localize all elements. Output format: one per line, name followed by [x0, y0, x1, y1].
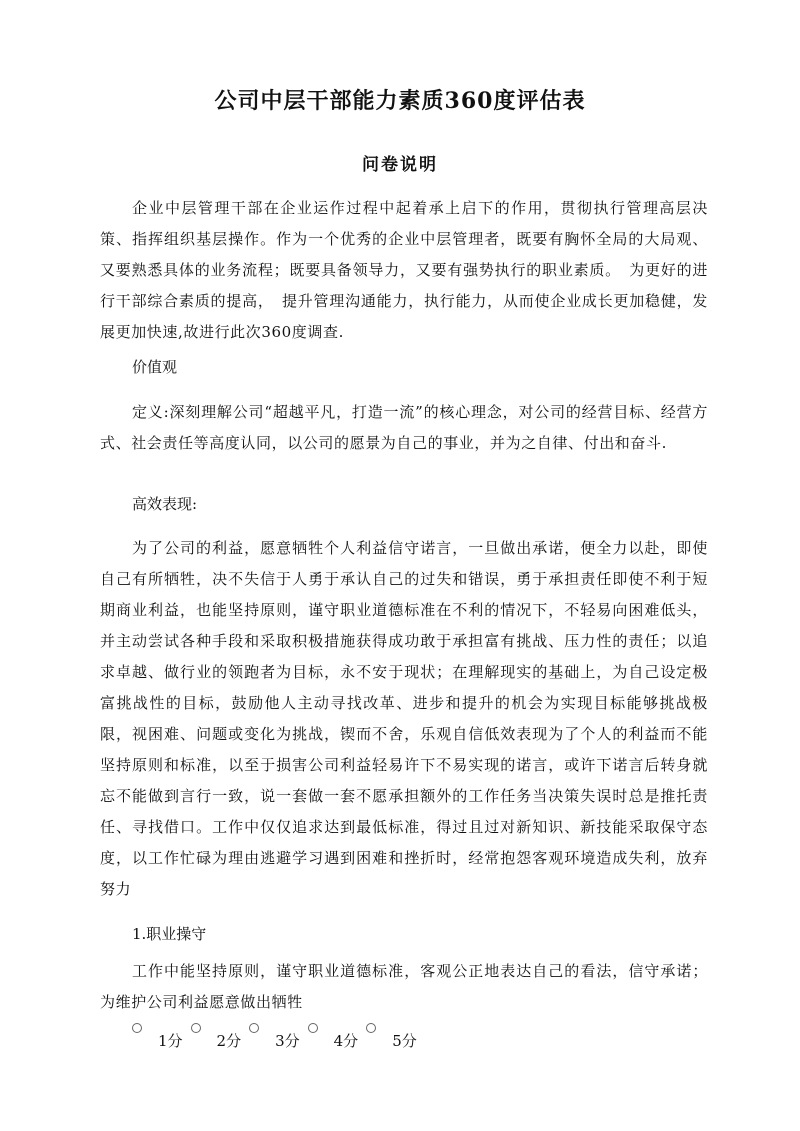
radio-icon[interactable]	[132, 1023, 142, 1033]
page-title: 公司中层干部能力素质360度评估表	[214, 88, 586, 114]
rating-option-label: 1分	[158, 1032, 183, 1050]
radio-icon[interactable]	[249, 1023, 259, 1033]
rating-option-label: 5分	[392, 1032, 417, 1050]
rating-option-2[interactable]	[191, 1021, 242, 1051]
rating-option-4[interactable]	[308, 1021, 359, 1051]
high-performance-paragraph: 为了公司的利益，愿意牺牲个人利益信守诺言，一旦做出承诺，便全力以赴，即使自己有所牺牲，决不失信于人勇于承认自己的过失和错误，勇于承担责任即使不利于短期商业利益，也能坚持原则，谨守职业道德标准在不利的情况下，不轻易向困难低头，并主动尝试各种手段和采取积极措施获得成功敢于承担富有挑战、压力性的责任；以追求卓越、做行业的领跑者为目标，永不安于现状；在理解现实的基础上，为自己设定极富挑战性的目标，鼓励他人主动寻找改革、进步和提升的机会为实现目标能够挑战极限，视困难、问题或变化为挑战，锲而不舍，乐观自信低效表现为了个人的利益而不能坚持原则和标准，以至于损害公司利益轻易许下不易实现的诺言，或许下诺言后转身就忘不能做到言行一致，说一套做一套不愿承担额外的工作任务当决策失误时总是推托责任、寻找借口。工作中仅仅追求达到最低标准，得过且过对新知识、新技能采取保守态度，以工作忙碌为理由逃避学习遇到困难和挫折时，经常抱怨客观环境造成失利，放弃努力	[100, 539, 708, 898]
item-description: 工作中能坚持原则，谨守职业道德标准，客观公正地表达自己的看法，信守承诺；为维护公司利益愿意做出牺牲	[100, 962, 708, 1011]
definition-paragraph: 定义:深刻理解公司“超越平凡，打造一流”的核心理念，对公司的经营目标、经营方式、社会责任等高度认同，以公司的愿景为自己的事业，并为之自律、付出和奋斗.	[100, 403, 708, 452]
intro-paragraph: 企业中层管理干部在企业运作过程中起着承上启下的作用，贯彻执行管理高层决策、指挥组织基层操作。作为一个优秀的企业中层管理者，既要有胸怀全局的大局观、又要熟悉具体的业务流程；既要具备领导力，又要有强势执行的职业素质。 为更好的进行干部综合素质的提高， 提升管理沟通能力，执行能力，从而使企业成长更加稳健，发展更加快速,故进行此次360度调查.	[100, 199, 708, 341]
radio-icon[interactable]	[308, 1023, 318, 1033]
radio-icon[interactable]	[191, 1023, 201, 1033]
section-subtitle: 问卷说明	[362, 155, 438, 175]
rating-option-3[interactable]	[249, 1021, 300, 1051]
rating-option-label: 3分	[275, 1032, 300, 1050]
item-label: 1.职业操守	[132, 925, 207, 943]
high-performance-label: 高效表现:	[132, 495, 198, 513]
values-label: 价值观	[132, 358, 178, 376]
rating-option-label: 4分	[333, 1032, 359, 1050]
rating-option-1[interactable]	[132, 1021, 183, 1051]
rating-options	[132, 1021, 425, 1051]
rating-option-5[interactable]	[366, 1021, 417, 1051]
radio-icon[interactable]	[366, 1023, 376, 1033]
rating-option-label: 2分	[216, 1032, 242, 1050]
